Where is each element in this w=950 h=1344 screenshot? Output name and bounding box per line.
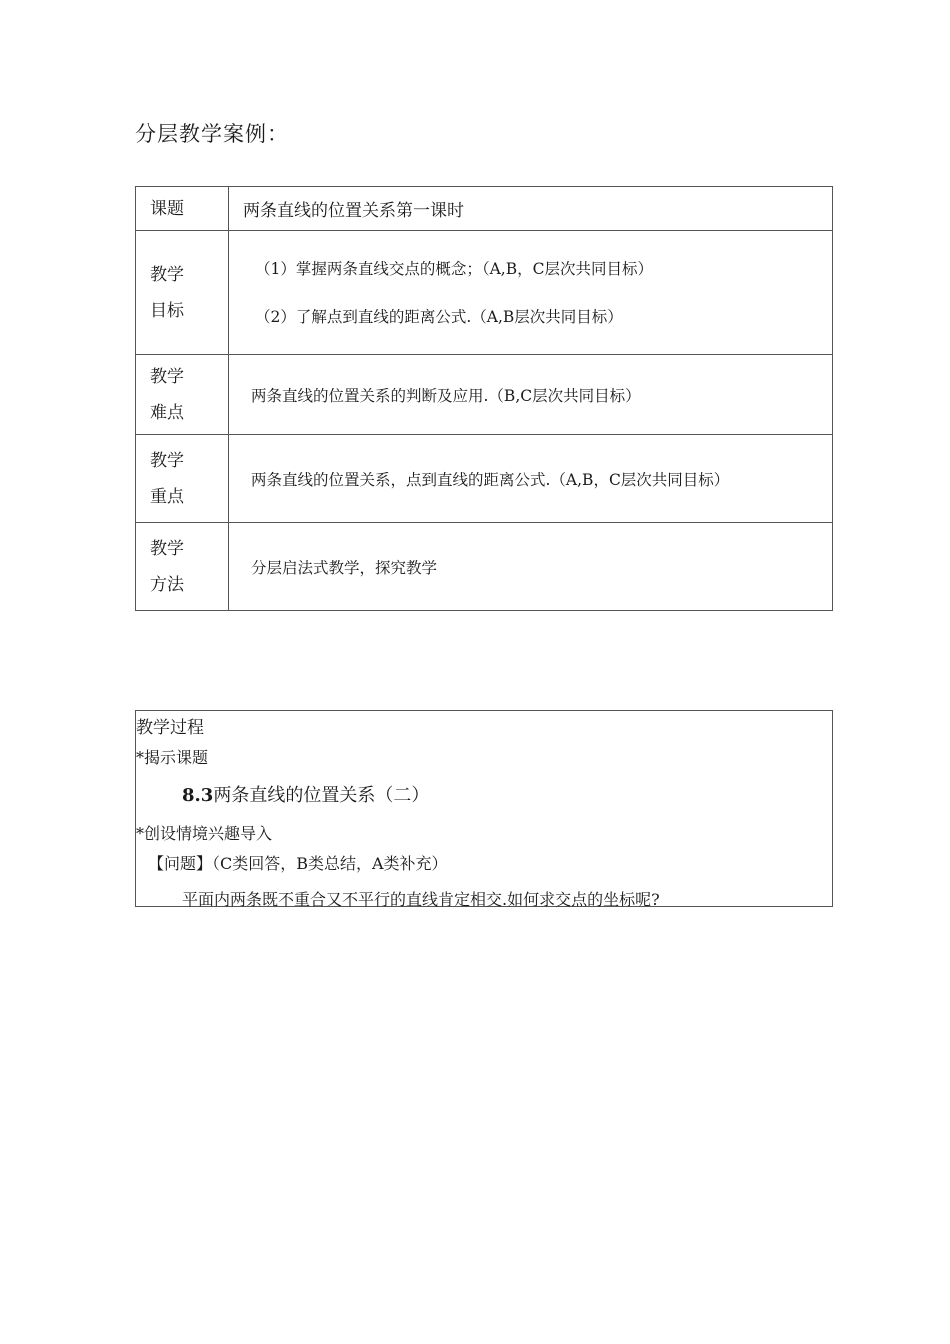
goals-row	[136, 231, 833, 355]
key-point-row	[136, 435, 833, 523]
teaching-process-box	[135, 710, 833, 907]
difficulty-cell	[229, 355, 833, 435]
key-point-label-line-1: 教学	[150, 450, 184, 471]
method-label-line-2: 方法	[150, 574, 184, 595]
process-item-reveal-topic: *揭示课题	[136, 748, 209, 767]
goal-item-2: （2）了解点到直线的距离公式.（A,B层次共同目标）	[255, 307, 623, 326]
section-heading	[182, 781, 429, 807]
difficulty-row	[136, 355, 833, 435]
method-label	[136, 523, 229, 611]
topic-cell	[229, 187, 833, 231]
section-title: 两条直线的位置关系（二）	[213, 785, 430, 806]
key-point-value: 两条直线的位置关系，点到直线的距离公式.（A,B，C层次共同目标）	[251, 470, 730, 489]
goals-cell	[229, 231, 833, 355]
goal-item-1: （1）掌握两条直线交点的概念；（A,B，C层次共同目标）	[255, 259, 653, 278]
question-line: 【问题】（C类回答，B类总结，A类补充）	[148, 854, 448, 873]
document-title: 分层教学案例：	[135, 122, 289, 146]
difficulty-label	[136, 355, 229, 435]
key-point-label	[136, 435, 229, 523]
method-cell	[229, 523, 833, 611]
method-value: 分层启法式教学，探究教学	[251, 558, 438, 577]
difficulty-value: 两条直线的位置关系的判断及应用.（B,C层次共同目标）	[251, 386, 641, 405]
topic-row	[136, 187, 833, 231]
goals-label-line-2: 目标	[150, 300, 184, 321]
goals-label	[136, 231, 229, 355]
goals-label-line-1: 教学	[150, 264, 184, 285]
difficulty-label-line-1: 教学	[150, 366, 184, 387]
section-number: 8.3	[182, 785, 214, 806]
process-heading: 教学过程	[136, 718, 204, 738]
difficulty-label-line-2: 难点	[150, 402, 184, 423]
process-item-introduction: *创设情境兴趣导入	[136, 824, 273, 843]
topic-label: 课题	[136, 187, 229, 231]
question-text: 平面内两条既不重合又不平行的直线肯定相交.如何求交点的坐标呢?	[182, 890, 660, 909]
topic-value: 两条直线的位置关系第一课时	[243, 201, 464, 221]
method-row	[136, 523, 833, 611]
method-label-line-1: 教学	[150, 538, 184, 559]
key-point-label-line-2: 重点	[150, 486, 184, 507]
lesson-info-table	[135, 186, 833, 611]
key-point-cell	[229, 435, 833, 523]
